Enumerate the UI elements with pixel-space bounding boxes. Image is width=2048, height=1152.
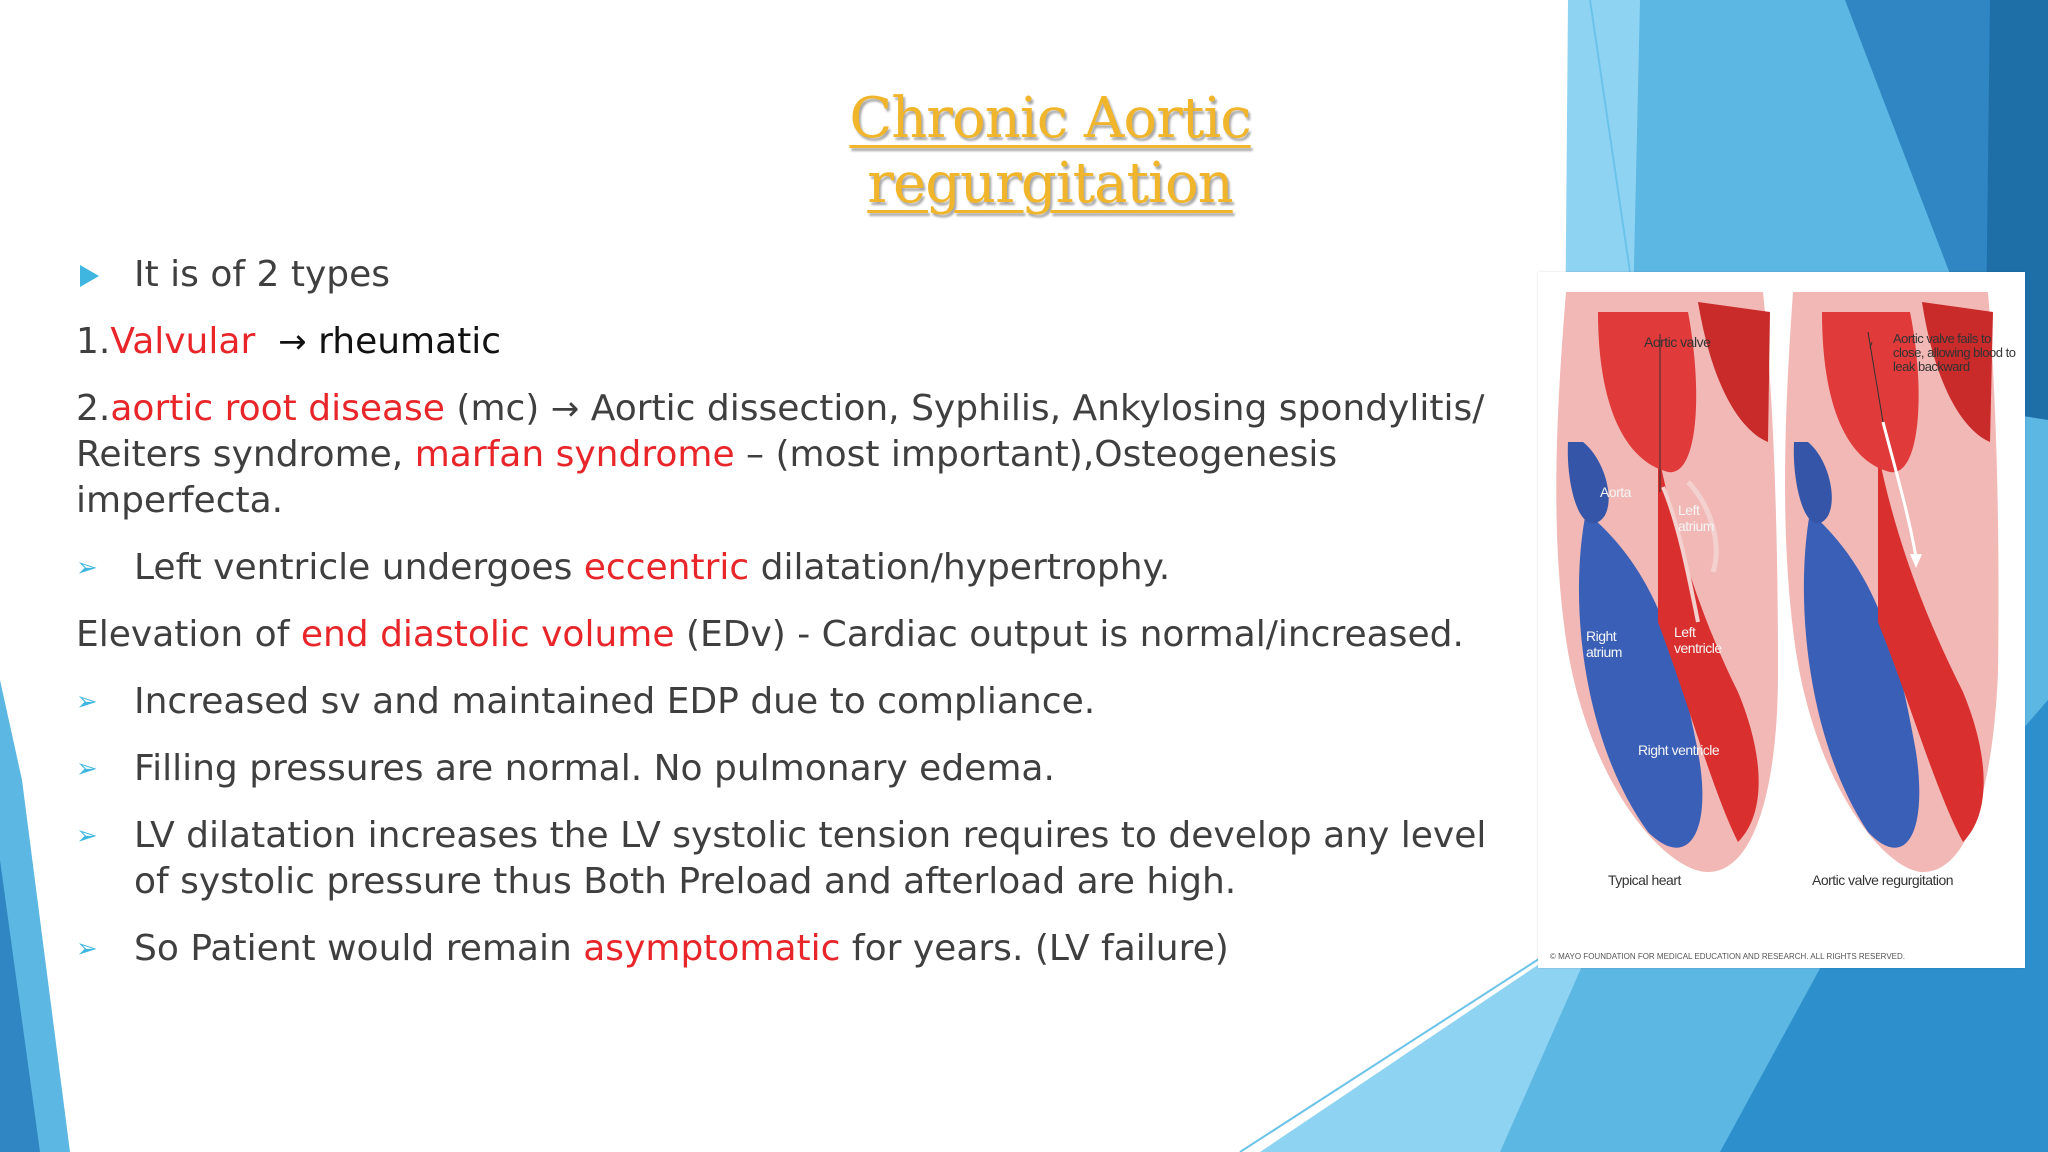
b5-highlight: asymptomatic: [583, 928, 841, 969]
heart-illustration: [1538, 272, 2025, 968]
label-aorta: Aorta: [1600, 484, 1631, 500]
elevation-line: [76, 612, 1506, 658]
slide-body: [76, 252, 1506, 993]
label-left-atrium: Left atrium: [1678, 502, 1714, 534]
intro-text: It is of 2 types: [134, 254, 391, 295]
right-arrow-icon: →: [278, 322, 307, 362]
arrowhead-bullet-icon: ➢: [76, 553, 98, 583]
arrowhead-bullet-icon: ➢: [76, 754, 98, 784]
b1-pre: Left ventricle undergoes: [134, 547, 584, 588]
figure-credit: © MAYO FOUNDATION FOR MEDICAL EDUCATION AND RESEARCH. ALL RIGHTS RESERVED.: [1550, 952, 1905, 961]
label-aortic-valve: Aortic valve: [1644, 334, 1711, 350]
triangle-bullet-icon: [80, 265, 99, 287]
elev-highlight: end diastolic volume: [300, 614, 675, 655]
arrowhead-bullet-icon: ➢: [76, 821, 98, 851]
item1-term: Valvular: [110, 321, 256, 362]
item1-number: 1.: [76, 321, 111, 362]
b1-post: dilatation/hypertrophy.: [749, 547, 1171, 588]
item2-text-b: – (most important),Osteogenesis imperfecta.: [76, 434, 1338, 521]
elev-post: (EDv) - Cardiac output is normal/increased.: [674, 614, 1464, 655]
bullet-filling-pressures: [76, 746, 1506, 792]
label-right-atrium: Right atrium: [1586, 628, 1622, 660]
intro-line: [76, 252, 1506, 298]
typical-heart-drawing: [1556, 292, 1778, 872]
label-fails-to-close: Aortic valve fails to close, allowing blood to leak backward: [1893, 331, 2016, 374]
right-arrow-icon: →: [550, 389, 580, 429]
bullet-lv-dilatation: [76, 813, 1506, 905]
b3-text: Filling pressures are normal. No pulmonary edema.: [134, 748, 1055, 789]
elev-pre: Elevation of: [76, 614, 301, 655]
b5-pre: So Patient would remain: [134, 928, 584, 969]
b5-post: for years. (LV failure): [840, 928, 1229, 969]
b4-text: LV dilatation increases the LV systolic tension requires to develop any level of systolic pressure thus Both Preload and afterload are high.: [134, 815, 1487, 902]
item-valvular: [76, 319, 1506, 365]
item2-text-a: Aortic dissection, Syphilis, Ankylosing spondylitis/ Reiters syndrome,: [76, 388, 1485, 475]
item2-term2: marfan syndrome: [414, 434, 735, 475]
label-aortic-regurgitation: Aortic valve regurgitation: [1812, 872, 1954, 888]
regurgitation-heart-drawing: [1785, 292, 1998, 872]
item1-result: rheumatic: [318, 321, 502, 362]
bullet-asymptomatic: [76, 926, 1506, 972]
b2-text: Increased sv and maintained EDP due to compliance.: [134, 681, 1096, 722]
heart-diagram-figure: [1538, 272, 2025, 968]
arrowhead-bullet-icon: ➢: [76, 687, 98, 717]
item2-term: aortic root disease: [110, 388, 445, 429]
item2-number: 2.: [76, 388, 111, 429]
item2-note: (mc): [444, 388, 551, 429]
bullet-eccentric: [76, 545, 1506, 591]
label-left-ventricle: Left ventricle: [1674, 624, 1722, 656]
bullet-increased-sv: [76, 679, 1506, 725]
label-typical-heart: Typical heart: [1608, 872, 1681, 888]
b1-highlight: eccentric: [583, 547, 750, 588]
label-right-ventricle: Right ventricle: [1638, 742, 1720, 758]
item-aortic-root: [76, 386, 1506, 524]
slide-title: Chronic Aortic regurgitation: [849, 86, 1251, 216]
arrowhead-bullet-icon: ➢: [76, 934, 98, 964]
